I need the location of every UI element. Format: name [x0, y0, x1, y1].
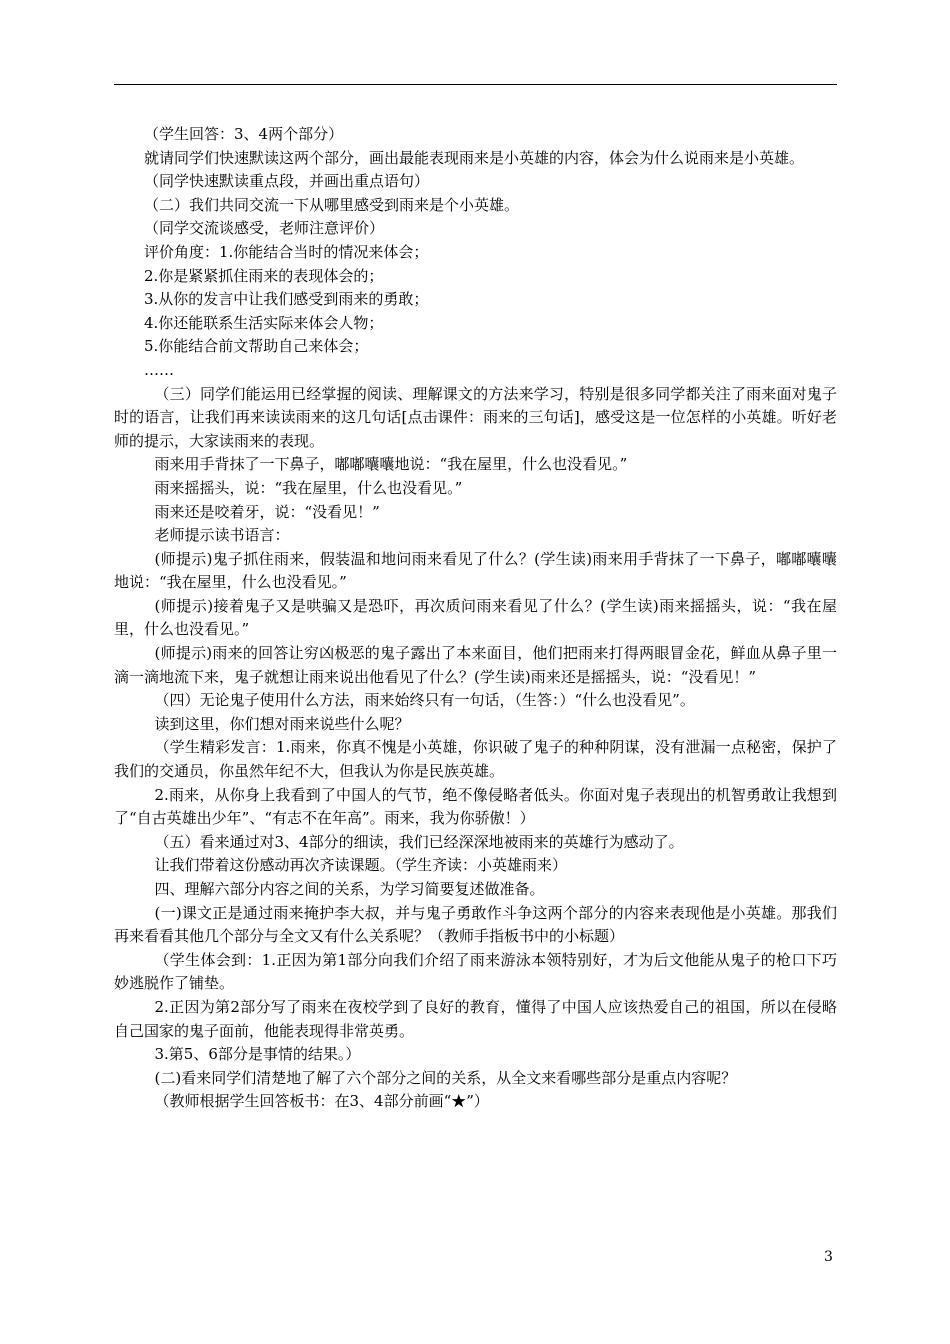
paragraph-discussion: （同学交流谈感受，老师注意评价） — [144, 219, 385, 238]
paragraph-student-speech-2: 2.雨来，从你身上我看到了中国人的气节，绝不像侵略者低头。你面对鬼子表现出的机智勇敢让我想到了“自古英雄出少年”、“有志不在年高”。雨来，我为你骄傲！） — [114, 785, 837, 828]
page-number: 3 — [824, 1249, 833, 1265]
paragraph-read-key-section: （同学快速默读重点段，并画出重点语句） — [144, 172, 430, 191]
paragraph-blackboard-note: （教师根据学生回答板书：在3、4部分前画“★”） — [154, 1092, 489, 1111]
paragraph-step-4: （四）无论鬼子使用什么方法，雨来始终只有一句话，（生答：）“什么也没看见”。 — [154, 691, 695, 710]
paragraph-evaluation-3: 3.从你的发言中让我们感受到雨来的勇敢； — [144, 290, 429, 309]
paragraph-step-3: （三）同学们能运用已经掌握的阅读、理解课文的方法来学习，特别是很多同学都关注了雨来面对鬼子时的语言，让我们再来读读雨来的这几句话[点击课件：雨来的三句话]，感受这是一位怎样的小英雄。听好老师的提示，大家读雨来的表现。 — [114, 384, 837, 450]
paragraph-ellipsis: …… — [144, 360, 174, 379]
header-rule — [114, 84, 837, 85]
paragraph-evaluation-4: 4.你还能联系生活实际来体会人物； — [144, 313, 384, 332]
paragraph-relation-2: (二)看来同学们清楚地了解了六个部分之间的关系，从全文来看哪些部分是重点内容呢？ — [154, 1068, 737, 1087]
paragraph-student-insight-3: 3.第5、6部分是事情的结果。） — [154, 1045, 361, 1064]
paragraph-student-speech-1: （学生精彩发言：1.雨来，你真不愧是小英雄，你识破了鬼子的种种阴谋，没有泄漏一点秘密，保护了我们的交通员，你虽然年纪不大，但我认为你是民族英雄。 — [114, 738, 837, 781]
paragraph-step-5: （五）看来通过对3、4部分的细读，我们已经深深地被雨来的英雄行为感动了。 — [154, 832, 684, 851]
paragraph-read-title: 让我们带着这份感动再次齐读课题。（学生齐读：小英雄雨来） — [154, 856, 568, 875]
paragraph-student-insight-2: 2.正因为第2部分写了雨来在夜校学到了良好的教育，懂得了中国人应该热爱自己的祖国，所以在侵略自己国家的鬼子面前，他能表现得非常英勇。 — [114, 997, 837, 1040]
paragraph-teacher-prompt: 老师提示读书语言： — [154, 526, 290, 545]
paragraph-prompt-3: (师提示)雨来的回答让穷凶极恶的鬼子露出了本来面目，他们把雨来打得两眼冒金花，鲜血从鼻子里一滴一滴地流下来，鬼子就想让雨来说出他看见了什么？(学生读)雨来还是摇摇头，说：“没看见！” — [114, 644, 837, 686]
paragraph-quote-2: 雨来摇摇头，说：“我在屋里，什么也没看见。” — [154, 478, 463, 497]
paragraph-quote-3: 雨来还是咬着牙，说：“没看见！” — [154, 502, 380, 521]
paragraph-prompt-1: (师提示)鬼子抓住雨来，假装温和地问雨来看见了什么？(学生读)雨来用手背抹了一下鼻子，嘟嘟囔囔地说：“我在屋里，什么也没看见。” — [114, 549, 837, 592]
paragraph-question: 读到这里，你们想对雨来说些什么呢？ — [154, 714, 410, 733]
paragraph-student-insight-1: （学生体会到：1.正因为第1部分向我们介绍了雨来游泳本领特别好，才为后文他能从鬼子的枪口下巧妙逃脱作了铺垫。 — [114, 950, 837, 993]
paragraph-step-2: （二）我们共同交流一下从哪里感受到雨来是个小英雄。 — [144, 195, 520, 214]
paragraph-section-4-heading: 四、理解六部分内容之间的关系，为学习简要复述做准备。 — [154, 880, 545, 898]
paragraph-evaluation-2: 2.你是紧紧抓住雨来的表现体会的； — [144, 266, 384, 285]
document-body — [114, 123, 837, 1114]
paragraph-quote-1: 雨来用手背抹了一下鼻子，嘟嘟囔囔地说：“我在屋里，什么也没看见。” — [154, 455, 628, 474]
paragraph-silent-reading: 就请同学们快速默读这两个部分，画出最能表现雨来是小英雄的内容，体会为什么说雨来是小英雄。 — [144, 148, 805, 167]
paragraph-evaluation-5: 5.你能结合前文帮助自己来体会； — [144, 337, 369, 356]
paragraph-evaluation-1: 评价角度：1.你能结合当时的情况来体会； — [144, 242, 429, 261]
paragraph-student-answer: （学生回答：3、4两个部分） — [144, 125, 344, 143]
paragraph-relation-1: (一)课文正是通过雨来掩护李大叔，并与鬼子勇敢作斗争这两个部分的内容来表现他是小英雄。那我们再来看看其他几个部分与全文又有什么关系呢？（教师手指板书中的小标题） — [114, 903, 837, 946]
paragraph-prompt-2: (师提示)接着鬼子又是哄骗又是恐吓，再次质问雨来看见了什么？(学生读)雨来摇摇头，说：“我在屋里，什么也没看见。” — [114, 596, 837, 639]
